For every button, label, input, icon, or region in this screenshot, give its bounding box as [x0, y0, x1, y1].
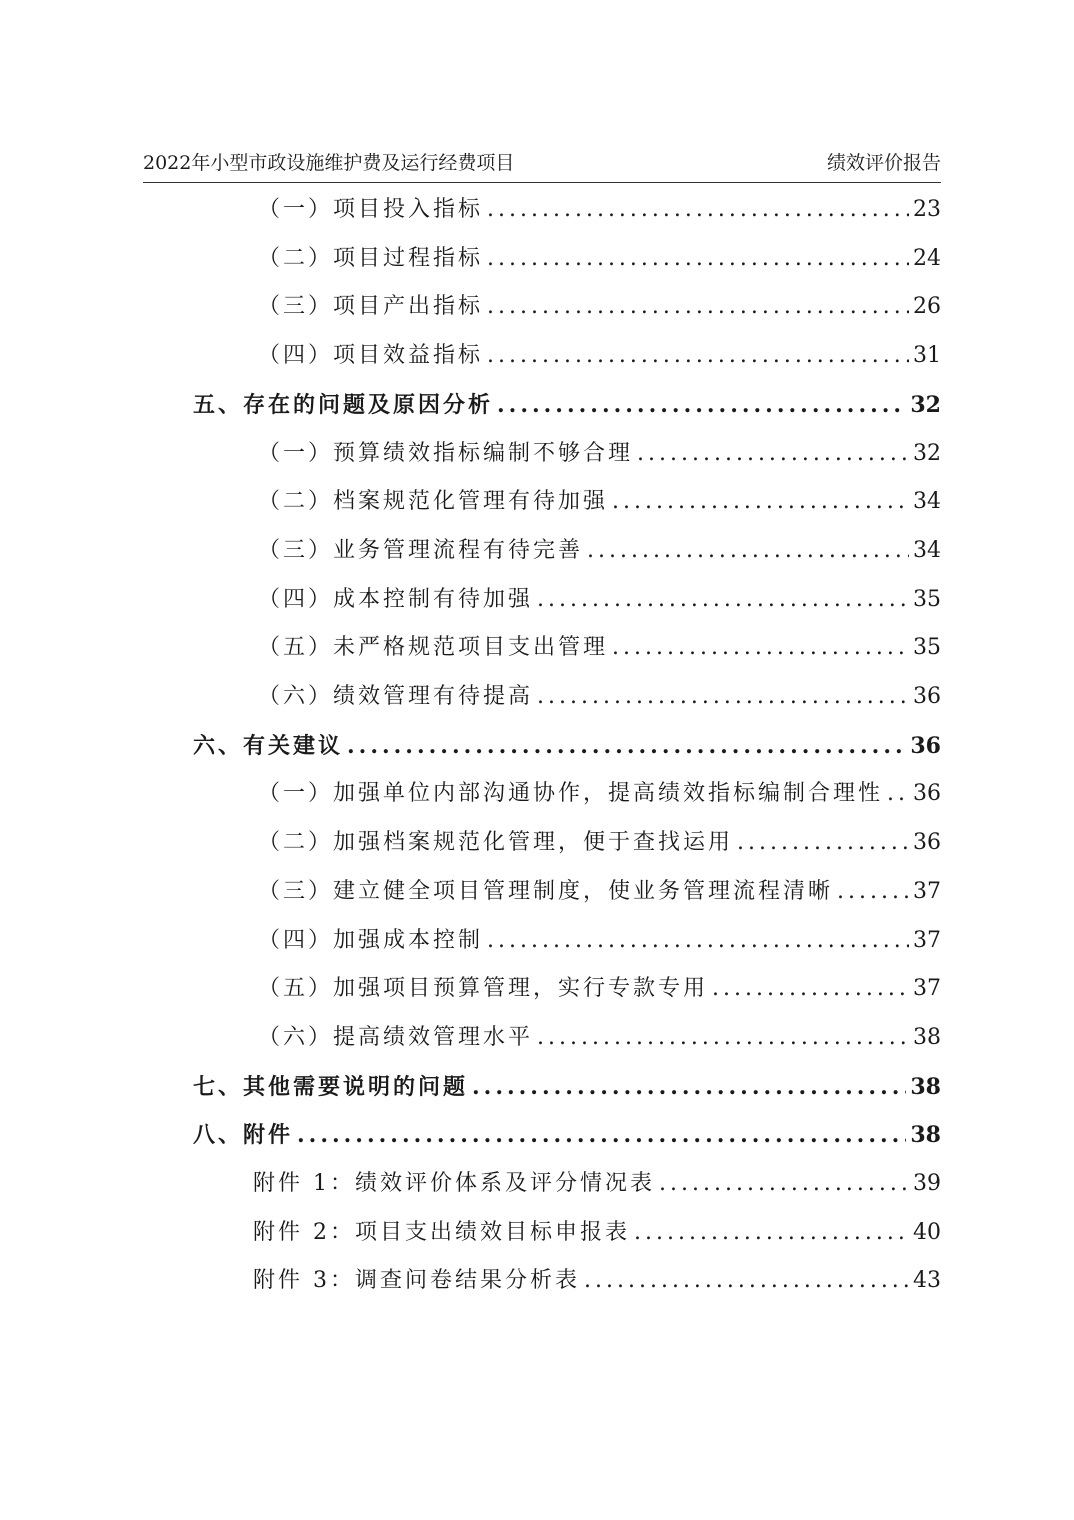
toc-entry-label: 附件 1：绩效评价体系及评分情况表	[253, 1171, 655, 1196]
toc-entry-label: 八、附件	[193, 1122, 294, 1149]
toc-entry[interactable]	[258, 482, 941, 522]
toc-entry-page-number: 34	[913, 537, 941, 563]
toc-leader-dots	[472, 1067, 906, 1107]
toc-leader-dots	[347, 726, 906, 766]
toc-leader-dots	[587, 531, 909, 571]
toc-leader-dots	[487, 287, 909, 327]
toc-entry[interactable]	[258, 969, 941, 1009]
toc-leader-dots	[497, 385, 906, 425]
toc-entry-page-number: 37	[913, 976, 941, 1002]
toc-entry[interactable]	[258, 336, 941, 376]
toc-entry[interactable]	[258, 434, 941, 474]
toc-leader-dots	[634, 1213, 909, 1253]
toc-leader-dots	[487, 190, 909, 230]
toc-entry-label: （一）项目投入指标	[258, 197, 484, 222]
toc-leader-dots	[537, 1018, 909, 1058]
toc-entry[interactable]	[258, 677, 941, 717]
toc-leader-dots	[537, 580, 909, 620]
toc-entry-label: （六）提高绩效管理水平	[258, 1024, 534, 1050]
toc-entry-page-number: 37	[913, 878, 941, 904]
toc-entry-page-number: 37	[913, 927, 941, 953]
toc-entry-page-number: 24	[913, 245, 941, 271]
toc-entry[interactable]	[258, 1018, 941, 1058]
toc-leader-dots	[637, 434, 909, 474]
toc-leader-dots	[584, 1261, 909, 1301]
toc-leader-dots	[537, 677, 909, 717]
toc-leader-dots	[487, 336, 909, 376]
toc-entry-label: （三）建立健全项目管理制度，使业务管理流程清晰	[258, 878, 834, 904]
toc-entry-label: （四）加强成本控制	[258, 927, 484, 953]
toc-entry-label: （二）加强档案规范化管理，便于查找运用	[258, 830, 734, 856]
toc-entry[interactable]	[193, 726, 941, 766]
toc-entry[interactable]	[258, 239, 941, 279]
toc-entry-label: 七、其他需要说明的问题	[193, 1073, 469, 1100]
toc-entry[interactable]	[253, 1164, 941, 1204]
toc-entry-page-number: 32	[910, 391, 941, 418]
toc-entry-page-number: 23	[913, 197, 941, 222]
toc-entry-page-number: 36	[910, 732, 941, 759]
toc-entry[interactable]	[258, 921, 941, 961]
toc-entry-label: （六）绩效管理有待提高	[258, 684, 534, 709]
toc-entry-label: （四）成本控制有待加强	[258, 586, 534, 612]
toc-entry-page-number: 32	[913, 440, 941, 466]
toc-entry[interactable]	[258, 580, 941, 620]
toc-entry-page-number: 35	[913, 586, 941, 612]
header-project-title: 2022年小型市政设施维护费及运行经费项目	[143, 152, 515, 174]
toc-leader-dots	[487, 239, 909, 279]
toc-entry-page-number: 38	[910, 1122, 941, 1149]
toc-entry-page-number: 34	[913, 489, 941, 515]
toc-entry-label: 六、有关建议	[193, 732, 344, 759]
toc-entry-label: （五）加强项目预算管理，实行专款专用	[258, 976, 709, 1002]
toc-entry[interactable]	[193, 385, 941, 425]
toc-entry[interactable]	[253, 1213, 941, 1253]
toc-entry-label: （一）预算绩效指标编制不够合理	[258, 440, 634, 466]
toc-leader-dots	[737, 823, 909, 863]
toc-entry-page-number: 26	[913, 294, 941, 320]
toc-entry-label: （三）业务管理流程有待完善	[258, 537, 584, 563]
toc-entry-label: （一）加强单位内部沟通协作，提高绩效指标编制合理性	[258, 781, 884, 807]
toc-leader-dots	[712, 969, 909, 1009]
toc-entry-page-number: 39	[913, 1171, 941, 1196]
toc-entry-page-number: 38	[913, 1024, 941, 1050]
toc-leader-dots	[487, 921, 909, 961]
toc-entry-page-number: 40	[913, 1219, 941, 1245]
toc-entry[interactable]	[193, 1067, 941, 1107]
toc-leader-dots	[297, 1115, 906, 1155]
toc-entry-page-number: 35	[913, 635, 941, 661]
toc-leader-dots	[659, 1164, 909, 1204]
toc-entry-page-number: 36	[913, 684, 941, 709]
toc-entry-label: 附件 2：项目支出绩效目标申报表	[253, 1219, 630, 1245]
toc-leader-dots	[612, 628, 909, 668]
toc-entry-page-number: 38	[910, 1073, 941, 1100]
toc-entry[interactable]	[258, 287, 941, 327]
toc-entry-label: （二）项目过程指标	[258, 245, 484, 271]
toc-entry[interactable]	[193, 1115, 941, 1155]
toc-entry-label: 五、存在的问题及原因分析	[193, 391, 494, 418]
toc-entry[interactable]	[253, 1261, 941, 1301]
toc-entry-page-number: 36	[913, 781, 941, 807]
toc-entry-page-number: 36	[913, 830, 941, 856]
toc-entry-label: （四）项目效益指标	[258, 343, 484, 369]
toc-entry-page-number: 43	[913, 1268, 941, 1294]
toc-entry-page-number: 31	[913, 343, 941, 369]
header-report-title: 绩效评价报告	[826, 152, 941, 174]
toc-entry-label: （三）项目产出指标	[258, 294, 484, 320]
toc-leader-dots	[887, 774, 909, 814]
page-header	[143, 148, 941, 183]
toc-leader-dots	[837, 872, 909, 912]
toc-entry[interactable]	[258, 531, 941, 571]
toc-entry-label: 附件 3：调查问卷结果分析表	[253, 1268, 580, 1294]
toc-entry-label: （二）档案规范化管理有待加强	[258, 489, 609, 515]
toc-leader-dots	[612, 482, 909, 522]
toc-entry[interactable]	[258, 823, 941, 863]
toc-entry-label: （五）未严格规范项目支出管理	[258, 635, 609, 661]
toc-entry[interactable]	[258, 774, 941, 814]
toc-entry[interactable]	[258, 872, 941, 912]
toc-entry[interactable]	[258, 628, 941, 668]
toc-entry[interactable]	[258, 190, 941, 230]
